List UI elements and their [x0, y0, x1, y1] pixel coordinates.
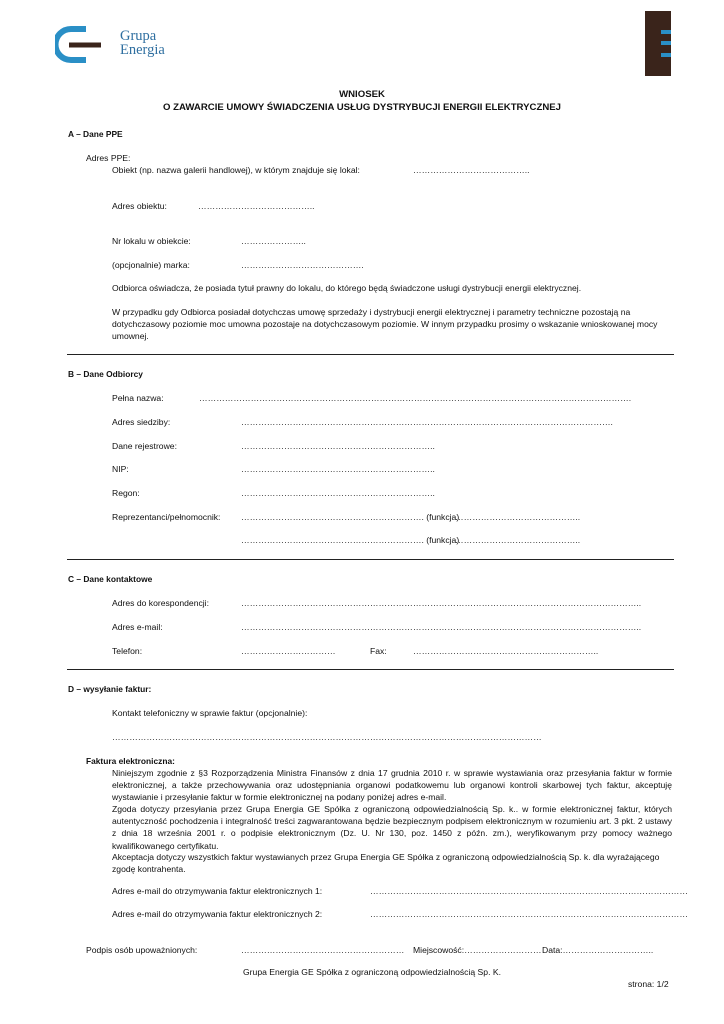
kontakt-telefoniczny-field[interactable]: ……………………………………………………………………………………………………………………………………	[112, 732, 542, 742]
fax-field[interactable]: ………………………………………………………..	[413, 646, 599, 656]
logo-text-energia: Energia	[120, 42, 165, 58]
korespondencja-label: Adres do korespondencji:	[112, 598, 209, 608]
corner-bar-decoration	[645, 11, 671, 76]
email-label: Adres e-mail:	[112, 622, 163, 632]
section-d-heading: D – wysyłanie faktur:	[68, 684, 152, 694]
adres-siedziby-field[interactable]: ………………………………………………………………………………………………………………….	[241, 417, 613, 427]
email-field[interactable]: …………………………………………………………………………………………………………………………..	[241, 622, 642, 632]
podpis-label: Podpis osób upoważnionych:	[86, 945, 198, 955]
data-field[interactable]: Data:…………………………..	[542, 945, 654, 955]
nip-label: NIP:	[112, 464, 129, 474]
section-a-heading: A – Dane PPE	[68, 129, 123, 139]
logo-mark-icon	[55, 26, 115, 64]
adres-ppe-label: Adres PPE:	[86, 153, 131, 163]
telefon-field[interactable]: ……………………………	[241, 646, 336, 656]
reprezentant-1-field[interactable]: ………………………………………………………. (funkcja)	[241, 512, 460, 522]
section-c-heading: C – Dane kontaktowe	[68, 574, 153, 584]
divider-b	[67, 559, 674, 560]
kontakt-telefoniczny-label: Kontakt telefoniczny w sprawie faktur (opcjonalnie):	[112, 708, 308, 718]
marka-field[interactable]: …………………………………….	[241, 260, 364, 270]
footer-company: Grupa Energia GE Spółka z ograniczoną odpowiedzialnością Sp. K.	[243, 967, 501, 977]
telefon-label: Telefon:	[112, 646, 143, 656]
obiekt-field[interactable]: …………………………………..	[413, 165, 530, 175]
obiekt-label: Obiekt (np. nazwa galerii handlowej), w którym znajduje się lokal:	[112, 165, 360, 175]
divider-c	[67, 669, 674, 670]
nr-lokalu-field[interactable]: …………………..	[241, 236, 306, 246]
podpis-field[interactable]: …………………………………………………	[241, 945, 405, 955]
pelna-nazwa-label: Pełna nazwa:	[112, 393, 164, 403]
adres-obiektu-label: Adres obiektu:	[112, 201, 167, 211]
miejscowosc-field[interactable]: Miejscowość:………………………	[413, 945, 542, 955]
regon-label: Regon:	[112, 488, 140, 498]
document-title: WNIOSEK	[339, 89, 385, 100]
funkcja-1-field[interactable]: ……………………………………..	[455, 512, 581, 522]
reprezentant-2-field[interactable]: ………………………………………………………. (funkcja)	[241, 535, 460, 545]
company-logo	[55, 26, 195, 64]
przypadek-paragraph: W przypadku gdy Odbiorca posiadał dotychczas umowę sprzedaży i dystrybucji energii elektrycznej i parametry techniczne pozostają na dotychczasowy poziomie moc umowna pozostaje na dotychczasowym poziomie. W innym przypadku prosimy o wskazanie wnioskowanej mocy umownej.	[112, 307, 658, 342]
oswiadczenie-text: Odbiorca oświadcza, że posiada tytuł prawny do lokalu, do którego będą świadczone usługi dystrybucji energii elektrycznej.	[112, 283, 582, 293]
faktura-heading: Faktura elektroniczna:	[86, 756, 175, 766]
nr-lokalu-label: Nr lokalu w obiekcie:	[112, 236, 191, 246]
korespondencja-field[interactable]: …………………………………………………………………………………………………………………………..	[241, 598, 642, 608]
pelna-nazwa-field[interactable]: …………………………………………………………………………………………………………………………………….	[199, 393, 632, 403]
section-b-heading: B – Dane Odbiorcy	[68, 369, 143, 379]
faktura-paragraph-2: Zgoda dotyczy przesyłania przez Grupa Energia GE Spółka z ograniczoną odpowiedzialnością Sp. k.. w formie elektronicznej faktur, których autentyczność pochodzenia i integralność treści zagwarantowana będzie bezpiecznym podpisem elektronicznym w rozumieniu art. 3 pkt. 2 ustawy z dnia 18 września 2001 r. o podpisie elektronicznym (Dz. U. Nr 130, poz. 1450 z późn. zm.), weryfikowanym przy pomocy ważnego kwalifikowanego certyfikatu.	[112, 804, 672, 851]
email-faktury-1-field[interactable]: …………………………………………………………………………………………………	[370, 886, 688, 896]
dane-rejestrowe-label: Dane rejestrowe:	[112, 441, 177, 451]
marka-label: (opcjonalnie) marka:	[112, 260, 190, 270]
page-number: strona: 1/2	[628, 979, 669, 989]
divider-a	[67, 354, 674, 355]
faktura-paragraph-1: Niniejszym zgodnie z §3 Rozporządzenia Ministra Finansów z dnia 17 grudnia 2010 r. w sprawie wystawiania oraz przesyłania faktur w formie elektronicznej, a także przechowywania oraz udostępniania organowi podatkowemu lub organowi kontroli skarbowej tych faktur, akceptuję wystawianie i przesyłanie faktur w formie elektronicznej na podany poniżej adres e-mail.	[112, 768, 672, 803]
reprezentanci-label: Reprezentanci/pełnomocnik:	[112, 512, 221, 522]
document-subtitle: O ZAWARCIE UMOWY ŚWIADCZENIA USŁUG DYSTRYBUCJI ENERGII ELEKTRYCZNEJ	[163, 102, 561, 113]
nip-field[interactable]: …………………………………………………………..	[241, 464, 435, 474]
email-faktury-2-field[interactable]: …………………………………………………………………………………………………	[370, 909, 688, 919]
regon-field[interactable]: …………………………………………………………..	[241, 488, 435, 498]
fax-label: Fax:	[370, 646, 387, 656]
logo-text-grupa: Grupa	[120, 28, 157, 44]
funkcja-2-field[interactable]: ……………………………………..	[455, 535, 581, 545]
adres-obiektu-field[interactable]: …………………………………..	[198, 201, 315, 211]
email-faktury-1-label: Adres e-mail do otrzymywania faktur elektronicznych 1:	[112, 886, 323, 896]
faktura-paragraph-3: Akceptacja dotyczy wszystkich faktur wystawianych przez Grupa Energia GE Spółka z ograniczoną odpowiedzialnością Sp. k. dla wyrażającego zgodę kontrahenta.	[112, 852, 660, 875]
dane-rejestrowe-field[interactable]: …………………………………………………………..	[241, 441, 435, 451]
adres-siedziby-label: Adres siedziby:	[112, 417, 171, 427]
email-faktury-2-label: Adres e-mail do otrzymywania faktur elektronicznych 2:	[112, 909, 323, 919]
